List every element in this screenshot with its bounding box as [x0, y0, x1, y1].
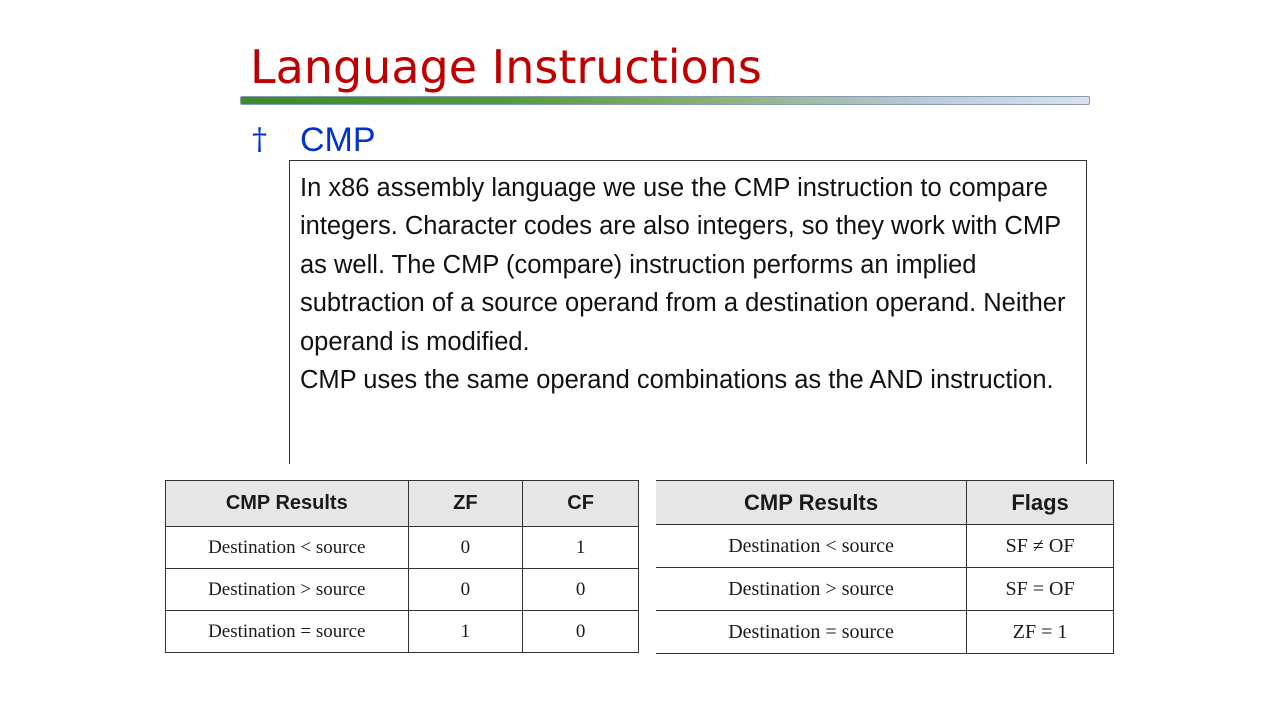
- slide-title: Language Instructions: [250, 40, 762, 94]
- table-cell: 0: [523, 569, 639, 611]
- table-cell: Destination > source: [656, 568, 967, 611]
- table-row: [656, 611, 1114, 654]
- table-cell: Destination > source: [166, 569, 409, 611]
- table-cell: Destination < source: [656, 525, 967, 568]
- table-cell: 0: [408, 527, 523, 569]
- column-header: CF: [523, 481, 639, 527]
- column-header: CMP Results: [656, 481, 967, 525]
- bullet-heading: CMP: [300, 121, 376, 159]
- title-underline: [240, 96, 1090, 105]
- table-row: [166, 611, 639, 653]
- table-row: [166, 569, 639, 611]
- dagger-bullet-icon: †: [252, 122, 267, 157]
- table-row: [166, 527, 639, 569]
- table-cell: 0: [408, 569, 523, 611]
- table-cell: Destination = source: [166, 611, 409, 653]
- table-cell: 1: [408, 611, 523, 653]
- table-row: [656, 525, 1114, 568]
- table-row: [656, 568, 1114, 611]
- table-cell: SF = OF: [967, 568, 1114, 611]
- table-cell: 0: [523, 611, 639, 653]
- table-header-row: [656, 481, 1114, 525]
- table-cell: 1: [523, 527, 639, 569]
- cmp-flags-table: [656, 480, 1114, 654]
- column-header: CMP Results: [166, 481, 409, 527]
- table-cell: SF ≠ OF: [967, 525, 1114, 568]
- description-paragraph: CMP uses the same operand combinations as the AND instruction.: [300, 366, 1054, 395]
- table-cell: Destination < source: [166, 527, 409, 569]
- table-header-row: [166, 481, 639, 527]
- column-header: Flags: [967, 481, 1114, 525]
- table-cell: ZF = 1: [967, 611, 1114, 654]
- table-cell: Destination = source: [656, 611, 967, 654]
- cmp-zf-cf-table: [165, 480, 639, 653]
- description-box: [289, 160, 1087, 464]
- description-paragraph: In x86 assembly language we use the CMP instruction to compare integers. Character codes are also integers, so they work with CMP as well. The CMP (compare) instruction performs an implied subtraction of a source operand from a destination operand. Neither operand is modified.: [300, 174, 1066, 356]
- column-header: ZF: [408, 481, 523, 527]
